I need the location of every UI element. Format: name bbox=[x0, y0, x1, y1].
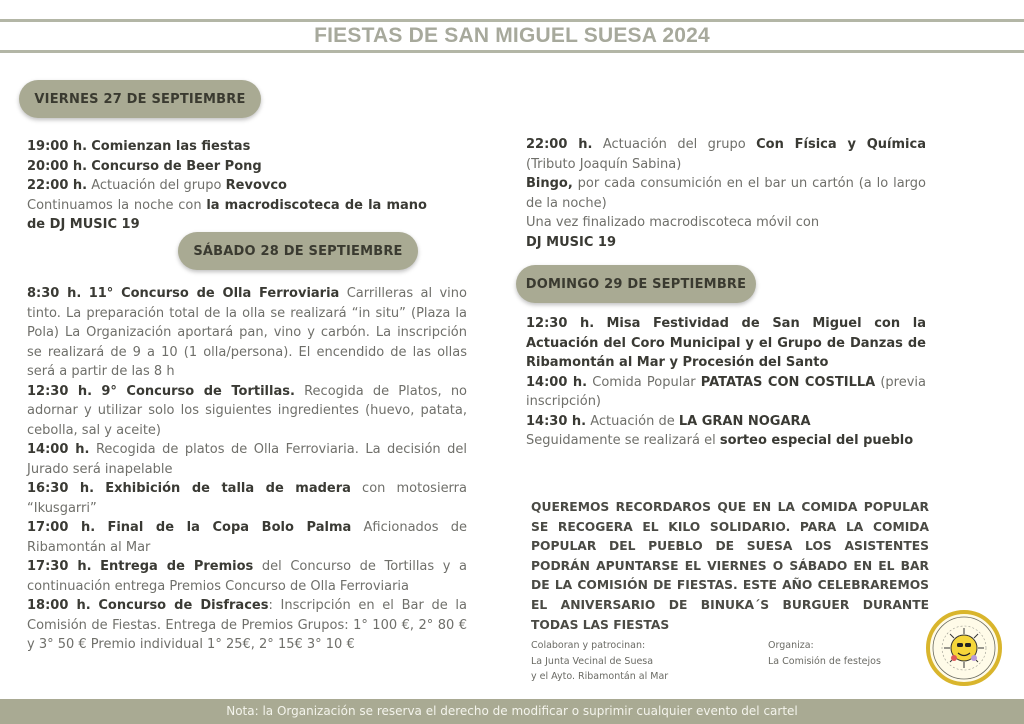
page-title: FIESTAS DE SAN MIGUEL SUESA 2024 bbox=[314, 24, 710, 47]
sabado-evening-events bbox=[526, 135, 926, 252]
event-title: Bingo, bbox=[526, 176, 573, 191]
event-title: Comienzan las fiestas bbox=[91, 139, 251, 154]
event-text: por cada consumición en el bar un cartón (a lo largo de la noche) bbox=[526, 176, 926, 211]
event-time: 14:30 h. bbox=[526, 413, 587, 429]
event-text: con motosierra “Ikusgarri” bbox=[27, 481, 467, 516]
event-item bbox=[27, 479, 467, 518]
event-title: Misa Festividad de San Miguel con la Actuación del Coro Municipal y el Grupo de Danzas de Ribamontán al Mar y Procesión del Santo bbox=[526, 316, 926, 370]
event-item bbox=[526, 314, 926, 373]
event-text: : Inscripción en el Bar de la Comisión de Fiestas. Entrega de Premios Grupos: 1° 100 €, 2° 80 € y 3° 50 € Premio individual 1° 25€, 2° 15€ 3° 10 € bbox=[27, 598, 467, 652]
event-time: 17:00 h. bbox=[27, 520, 96, 535]
event-time: 16:30 h. bbox=[27, 481, 95, 496]
event-item bbox=[526, 373, 926, 412]
title-banner bbox=[0, 19, 1024, 53]
event-text: Aficionados de Ribamontán al Mar bbox=[27, 520, 467, 555]
event-text: Actuación de bbox=[590, 413, 675, 429]
organizer-credits bbox=[768, 638, 918, 669]
event-item bbox=[27, 284, 467, 382]
event-title: DJ MUSIC 19 bbox=[526, 234, 617, 250]
sponsors-credits bbox=[531, 638, 731, 685]
event-note: (previa inscripción) bbox=[526, 374, 926, 409]
event-text: Comida Popular bbox=[592, 374, 696, 390]
event-text: Una vez finalizado macrodiscoteca móvil con bbox=[526, 215, 820, 230]
event-time: 22:00 h. bbox=[526, 137, 593, 152]
day-label: SÁBADO 28 DE SEPTIEMBRE bbox=[193, 243, 403, 259]
event-text: Recogida de Platos, no adornar y utilizar solo los siguientes ingredientes (huevo, patata, cebolla, sal y aceite) bbox=[27, 383, 468, 438]
sponsors-label: Colaboran y patrocinan: bbox=[531, 640, 646, 651]
event-time: 20:00 h. bbox=[27, 158, 88, 174]
event-time: 14:00 h. bbox=[27, 442, 90, 457]
event-title: Concurso de Disfraces bbox=[98, 598, 269, 613]
event-text: Seguidamente se realizará el bbox=[526, 433, 716, 448]
event-title: la macrodiscoteca de la mano de DJ MUSIC 19 bbox=[27, 197, 427, 232]
event-time: 8:30 h. bbox=[27, 286, 82, 301]
event-time: 19:00 h. bbox=[27, 139, 88, 154]
event-item bbox=[526, 412, 926, 432]
event-note: (Tributo Joaquín Sabina) bbox=[526, 156, 682, 172]
event-time: 12:30 h. bbox=[27, 383, 93, 399]
event-item bbox=[526, 135, 926, 174]
event-title: Concurso de Beer Pong bbox=[91, 158, 262, 174]
event-title: 9° Concurso de Tortillas. bbox=[101, 383, 295, 399]
event-time: 18:00 h. bbox=[27, 598, 91, 613]
event-title: Revovco bbox=[225, 178, 287, 193]
event-text: Actuación del grupo bbox=[602, 137, 746, 152]
viernes-events bbox=[27, 137, 427, 235]
event-title: sorteo especial del pueblo bbox=[719, 433, 914, 448]
event-item bbox=[27, 518, 467, 557]
sponsor-line: La Junta Vecinal de Suesa bbox=[531, 655, 654, 667]
day-badge-domingo bbox=[516, 265, 756, 303]
footer-note: Nota: la Organización se reserva el derecho de modificar o suprimir cualquier evento del cartel bbox=[226, 704, 798, 718]
solidarity-notice: QUEREMOS RECORDAROS QUE EN LA COMIDA POPULAR SE RECOGERA EL KILO SOLIDARIO. PARA LA COMIDA POPULAR DEL PUEBLO DE SUESA LOS ASISTENTES PODRÁN APUNTARSE EL VIERNES O SÁBADO EN EL BAR DE LA COMISIÓN DE FIESTAS. ESTE AÑO CELEBRAREMOS EL ANIVERSARIO DE BINUKA´S BURGUER DURANTE TODAS LAS FIESTAS bbox=[531, 500, 929, 632]
festival-logo-icon bbox=[926, 610, 1002, 686]
domingo-events bbox=[526, 314, 926, 451]
day-badge-sabado bbox=[178, 232, 418, 270]
event-time: 12:30 h. bbox=[526, 316, 595, 331]
day-label: DOMINGO 29 DE SEPTIEMBRE bbox=[525, 276, 747, 292]
event-title: 11° Concurso de Olla Ferroviaria bbox=[88, 286, 340, 301]
event-item bbox=[526, 431, 926, 451]
event-text: del Concurso de Tortillas y a continuación entrega Premios Concurso de Olla Ferroviaria bbox=[27, 559, 467, 594]
event-title: Con Física y Química bbox=[756, 137, 926, 152]
event-item bbox=[27, 596, 467, 655]
event-time: 22:00 h. bbox=[27, 178, 88, 193]
event-item bbox=[526, 174, 926, 213]
event-title: PATATAS CON COSTILLA bbox=[700, 374, 876, 390]
event-title: Final de la Copa Bolo Palma bbox=[107, 520, 352, 535]
event-item bbox=[27, 440, 467, 479]
event-title: LA GRAN NOGARA bbox=[678, 413, 811, 429]
sabado-events bbox=[27, 284, 467, 655]
event-text: Recogida de platos de Olla Ferroviaria. La decisión del Jurado será inapelable bbox=[27, 442, 467, 477]
day-badge-viernes bbox=[19, 80, 261, 118]
organizer-label: Organiza: bbox=[768, 640, 814, 651]
event-time: 14:00 h. bbox=[526, 374, 588, 390]
organizer-name: La Comisión de festejos bbox=[768, 655, 881, 667]
event-item bbox=[27, 157, 427, 177]
footer-note-bar bbox=[0, 699, 1024, 724]
event-title: Entrega de Premios bbox=[100, 559, 254, 574]
event-item bbox=[27, 382, 467, 441]
event-item bbox=[27, 196, 427, 235]
event-text: Actuación del grupo bbox=[91, 178, 222, 193]
event-item bbox=[27, 176, 427, 196]
sponsor-line: y el Ayto. Ribamontán al Mar bbox=[531, 671, 669, 682]
day-label: VIERNES 27 DE SEPTIEMBRE bbox=[34, 91, 246, 107]
event-text: Carrilleras al vino tinto. La preparación total de la olla se realizará “in situ” (Plaza la Pola) La Organización aportará pan, vino y carbón. La inscripción se realizará de 9 a 10 (1 olla/persona). El encendido de las ollas será a partir de las 8 h bbox=[27, 286, 467, 379]
event-title: Exhibición de talla de madera bbox=[105, 481, 351, 496]
event-item bbox=[27, 557, 467, 596]
event-item bbox=[27, 137, 427, 157]
event-time: 17:30 h. bbox=[27, 559, 92, 574]
sun-mascot-icon bbox=[930, 614, 998, 682]
event-text: Continuamos la noche con bbox=[27, 197, 202, 213]
event-item bbox=[526, 213, 926, 252]
